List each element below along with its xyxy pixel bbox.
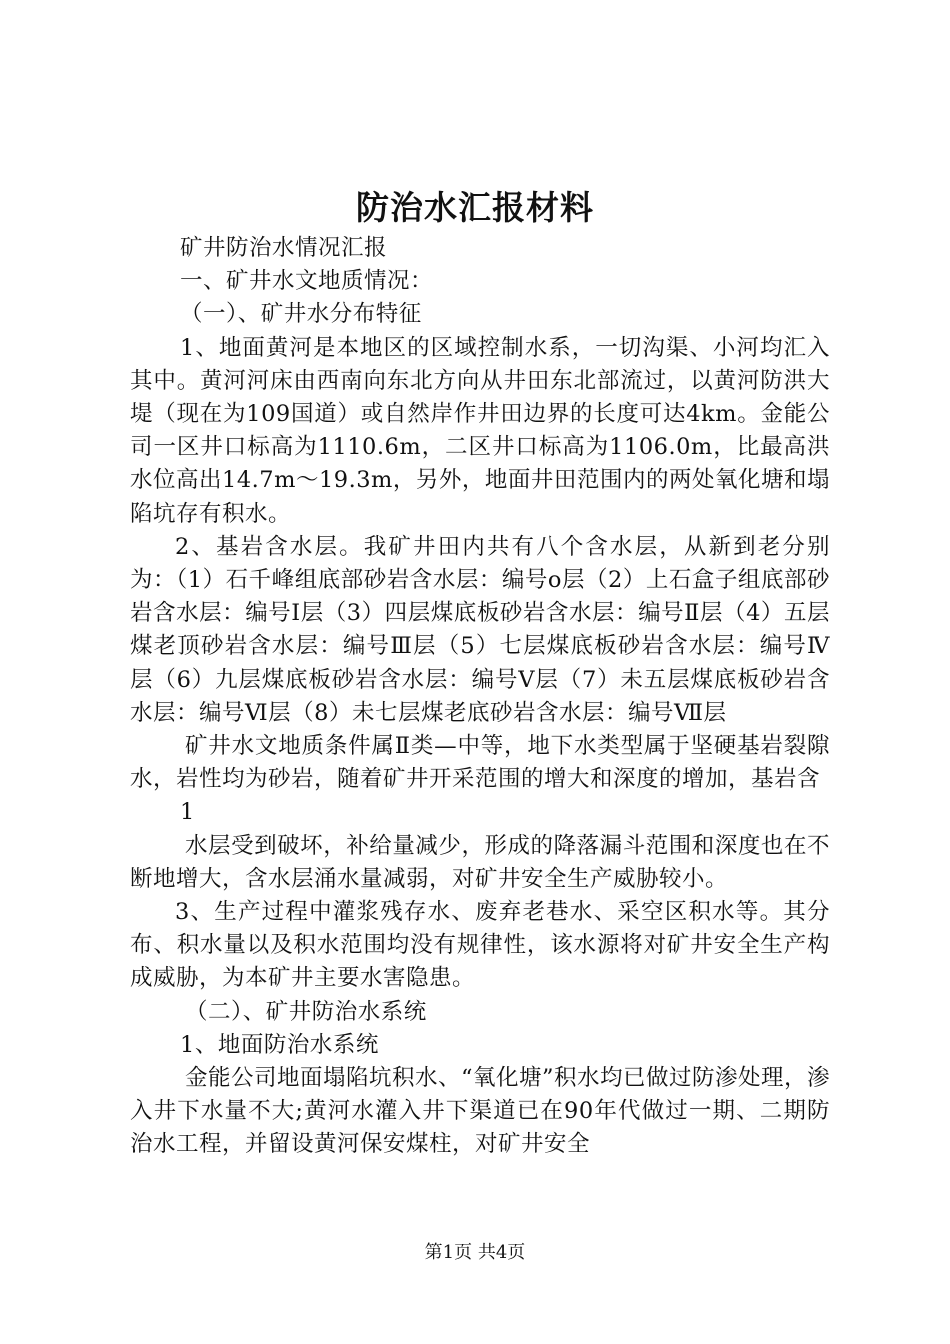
paragraph-bedrock-aquifers: 2、基岩含水层。我矿井田内共有八个含水层，从新到老分别为：（1）石千峰组底部砂岩含水层：编号o层（2）上石盒子组底部砂岩含水层：编号Ⅰ层（3）四层煤底板砂岩含水层：编号Ⅱ层（4）五层煤老顶砂岩含水层：编号Ⅲ层（5）七层煤底板砂岩含水层：编号Ⅳ层（6）九层煤底板砂岩含水层：编号Ⅴ层（7）未五层煤底板砂岩含水层：编号Ⅵ层（8）未七层煤老底砂岩含水层：编号Ⅶ层 (130, 533, 830, 726)
section-heading-hydrogeology: 一、矿井水文地质情况： (180, 268, 434, 295)
document-title: 防治水汇报材料 (356, 188, 594, 227)
subsection-heading-water-distribution: （一）、矿井水分布特征 (180, 301, 422, 328)
paragraph-hydrogeology-class: 矿井水文地质条件属Ⅱ类—中等，地下水类型属于坚硬基岩裂隙水，岩性均为砂岩，随着矿井开采范围的增大和深度的增加，基岩含 (130, 733, 830, 793)
paragraph-aquifer-damage: 水层受到破坏，补给量减少，形成的降落漏斗范围和深度也在不断地增大，含水层涌水量减弱，对矿井安全生产威胁较小。 (130, 832, 830, 892)
page-footer: 第1页 共4页 (424, 1242, 526, 1263)
page-break-number: 1 (180, 799, 195, 826)
document-body (130, 232, 830, 1162)
paragraph-report-heading: 矿井防治水情况汇报 (180, 235, 388, 261)
paragraph-yellow-river: 1、地面黄河是本地区的区域控制水系，一切沟渠、小河均汇入其中。黄河河床由西南向东北方向从井田东北部流过，以黄河防洪大堤（现在为109国道）或自然岸作井田边界的长度可达4km。金能公司一区井口标高为1110.6m，二区井口标高为1106.0m，比最高洪水位高出14.7m～19.3m，另外，地面井田范围内的两处氧化塘和塌陷坑存有积水。 (130, 334, 830, 527)
paragraph-production-water: 3、生产过程中灌浆残存水、废弃老巷水、采空区积水等。其分布、积水量以及积水范围均没有规律性，该水源将对矿井安全生产构成威胁，为本矿井主要水害隐患。 (130, 899, 830, 992)
subsection-heading-surface-system: 1、地面防治水系统 (180, 1031, 379, 1058)
subsection-heading-water-control-system: （二）、矿井防治水系统 (185, 998, 427, 1025)
paragraph-surface-treatment: 金能公司地面塌陷坑积水、“氧化塘”积水均已做过防渗处理，渗入井下水量不大;黄河水灌入井下渠道已在90年代做过一期、二期防治水工程，并留设黄河保安煤柱，对矿井安全 (130, 1065, 831, 1158)
